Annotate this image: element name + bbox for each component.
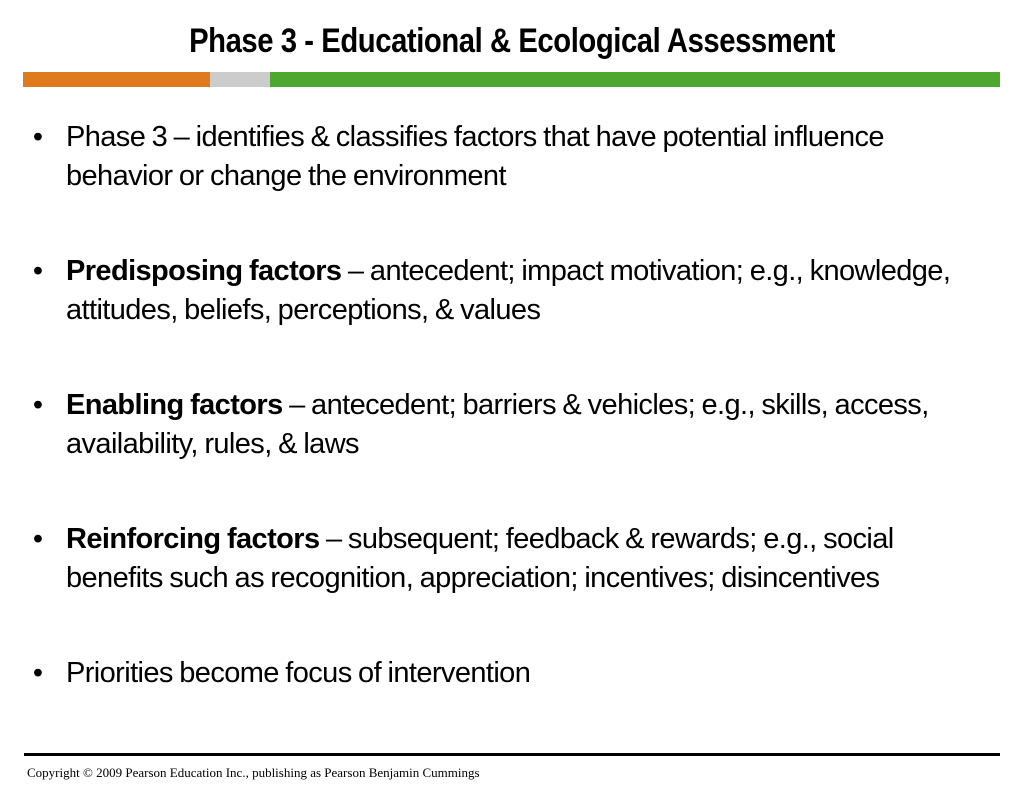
bullet-icon: • <box>32 657 44 689</box>
bullet-item-reinforcing <box>28 520 988 598</box>
footer-copyright: Copyright © 2009 Pearson Education Inc., publishing as Pearson Benjamin Cummings <box>27 765 480 780</box>
bullet-term: Reinforcing factors <box>66 523 320 555</box>
bullet-body: Priorities become focus of intervention <box>66 657 531 689</box>
bullet-icon: • <box>32 523 44 555</box>
bullet-body: Phase 3 – identifies & classifies factors that have potential influence behavior or change the environment <box>66 121 884 192</box>
bullet-text <box>66 520 988 598</box>
accent-bar-gray <box>210 72 270 87</box>
bullet-icon: • <box>32 121 44 153</box>
bullet-text <box>66 654 988 693</box>
bullet-item-phase3 <box>28 118 988 196</box>
bullet-text <box>66 386 988 464</box>
slide-title: Phase 3 - Educational & Ecological Assessment <box>189 22 835 60</box>
accent-bar-green <box>270 72 1000 87</box>
bullet-term: Predisposing factors <box>66 255 342 287</box>
bullet-text <box>66 252 988 330</box>
bullet-item-enabling <box>28 386 988 464</box>
bullet-text <box>66 118 988 196</box>
accent-bar-orange <box>23 72 210 87</box>
bullet-icon: • <box>32 389 44 421</box>
bullet-item-predisposing <box>28 252 988 330</box>
bullet-item-priorities <box>28 654 988 693</box>
bullet-body: – subsequent; feedback & rewards; e.g., social benefits such as recognition, appreciation; incentives; disincentives <box>66 523 894 594</box>
bullet-icon: • <box>32 255 44 287</box>
bullet-list <box>28 118 988 693</box>
footer-divider <box>24 753 1000 756</box>
bullet-body: – antecedent; barriers & vehicles; e.g., skills, access, availability, rules, & laws <box>66 389 929 460</box>
bullet-term: Enabling factors <box>66 389 283 421</box>
bullet-body: – antecedent; impact motivation; e.g., knowledge, attitudes, beliefs, perceptions, & values <box>66 255 951 326</box>
